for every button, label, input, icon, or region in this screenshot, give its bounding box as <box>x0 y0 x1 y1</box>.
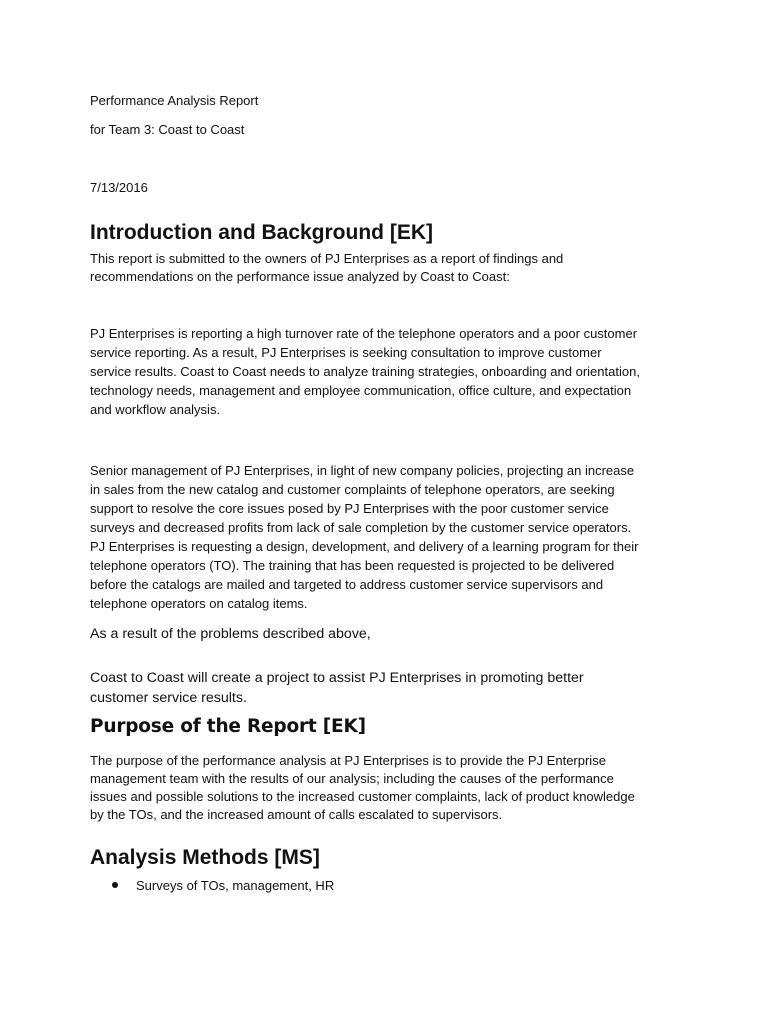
text-line: technology needs, management and employee communication, office culture, and expectation <box>90 383 632 398</box>
report-date: 7/13/2016 <box>90 180 148 195</box>
intro-paragraph-1 <box>90 250 690 286</box>
text-line: This report is submitted to the owners of PJ Enterprises as a report of findings and <box>90 251 564 266</box>
text-line: PJ Enterprises is requesting a design, development, and delivery of a learning program for their <box>90 539 639 554</box>
text-line: service results. Coast to Coast needs to analyze training strategies, onboarding and orientation, <box>90 364 640 379</box>
text-line: before the catalogs are mailed and targeted to address customer service supervisors and <box>90 577 604 592</box>
text-line: service reporting. As a result, PJ Enterprises is seeking consultation to improve customer <box>90 345 602 360</box>
report-team: for Team 3: Coast to Coast <box>90 122 245 137</box>
purpose-heading: Purpose of the Report [EK] <box>90 716 366 737</box>
text-line: customer service results. <box>90 690 247 706</box>
text-line: telephone operators on catalog items. <box>90 596 308 611</box>
purpose-paragraph <box>90 752 690 824</box>
text-line: management team with the results of our analysis; including the causes of the performance <box>90 771 614 786</box>
text-line: Coast to Coast will create a project to assist PJ Enterprises in promoting better <box>90 670 584 686</box>
text-line: in sales from the new catalog and customer complaints of telephone operators, are seeking <box>90 482 615 497</box>
text-line: recommendations on the performance issue analyzed by Coast to Coast: <box>90 269 510 284</box>
methods-heading: Analysis Methods [MS] <box>90 846 320 869</box>
bullet-icon <box>112 882 118 888</box>
intro-paragraph-5 <box>90 668 690 708</box>
text-line: surveys and decreased profits from lack of sale completion by the customer service operators. <box>90 520 632 535</box>
text-line: The purpose of the performance analysis at PJ Enterprises is to provide the PJ Enterprise <box>90 753 606 768</box>
text-line: support to resolve the core issues posed by PJ Enterprises with the poor customer service <box>90 501 609 516</box>
text-line: Senior management of PJ Enterprises, in light of new company policies, projecting an increase <box>90 463 635 478</box>
report-title: Performance Analysis Report <box>90 93 259 108</box>
text-line: by the TOs, and the increased amount of calls escalated to supervisors. <box>90 807 503 822</box>
intro-paragraph-4: As a result of the problems described above, <box>90 626 371 642</box>
text-line: telephone operators (TO). The training that has been requested is projected to be delivered <box>90 558 615 573</box>
intro-paragraph-2 <box>90 324 690 419</box>
bullet-text: Surveys of TOs, management, HR <box>136 878 335 893</box>
intro-heading: Introduction and Background [EK] <box>90 221 433 244</box>
text-line: and workflow analysis. <box>90 402 221 417</box>
intro-paragraph-3 <box>90 461 690 613</box>
text-line: PJ Enterprises is reporting a high turnover rate of the telephone operators and a poor customer <box>90 326 638 341</box>
text-line: issues and possible solutions to the increased customer complaints, lack of product knowledge <box>90 789 635 804</box>
